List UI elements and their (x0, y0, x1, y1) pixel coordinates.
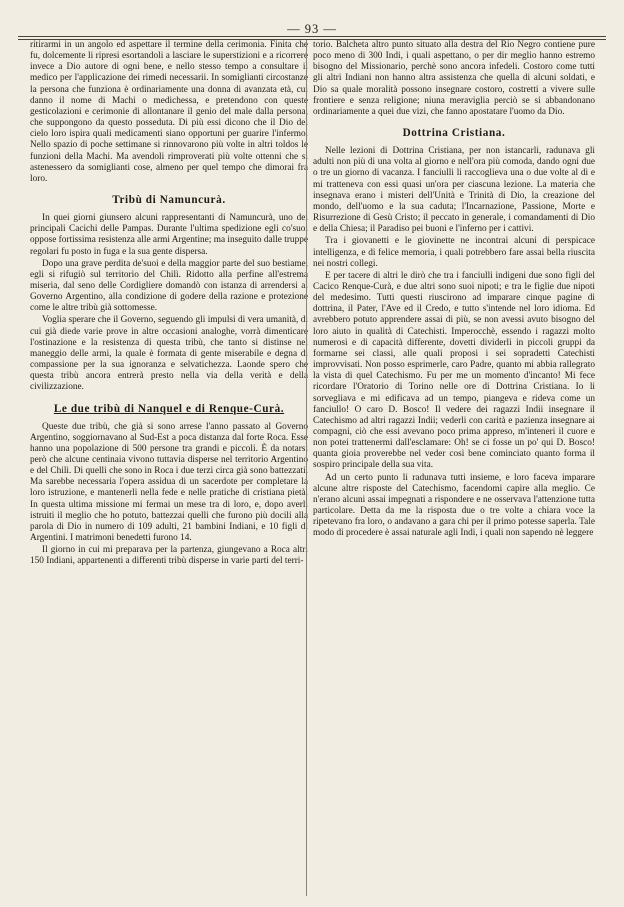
section-heading-nanquel-renque-cura: Le due tribù di Nanquel e di Renque-Curà. (53, 402, 285, 415)
paragraph: Ad un certo punto li radunava tutti insieme, e loro faceva imparare alcune altre risposte del Catechismo, facendomi capire alla meglio. Ce n'erano alcuni assai impegnati a rispondere e ne osservava l'attenzione tutta particolare. Detta da me la risposta due o tre volte a chiara voce la ripetevano fra loro, o andavano a gara chi per il primo potesse saperla. Tale modo di procedere è assai naturale agli Indi, i quali non sapendo nè leggere (313, 472, 595, 539)
right-column (313, 40, 595, 541)
paragraph: torio. Balcheta altro punto situato alla destra del Rio Negro contiene pure poco meno di 300 Indi, i quali aspettano, o per dir meglio hanno estremo bisogno del Missionario, perchè sono ancora infedeli. Costoro come tutti gli altri Indiani non hanno altra assistenza che quella di alcuni soldati, e Dio sa quale moralità possono insegnare costoro, costretti a vivere sulle frontiere e senza religione; niuna meraviglia perciò se si abbandonano ordinariamente a quei due vizi, che fanno apostatare l'uomo da Dio. (313, 40, 595, 117)
paragraph: In quei giorni giunsero alcuni rappresentanti di Namuncurà, uno dei principali Cacichi delle Pampas. Durante l'ultima spedizione egli co'suoi oppose fortissima resistenza alle armi Argentine; ma inseguito dalle truppe regolari fu posto in fuga e la sua gente dispersa. (30, 213, 308, 257)
section-heading-namuncura: Tribù di Namuncurà. (112, 194, 226, 207)
paragraph: Tra i giovanetti e le giovinette ne incontrai alcuni di perspicace intelligenza, e di felice memoria, i quali potrebbero fare assai bella riuscita nei nostri collegi. (313, 236, 595, 269)
section-heading-dottrina-cristiana: Dottrina Cristiana. (402, 127, 506, 140)
paragraph: Queste due tribù, che già si sono arrese l'anno passato al Governo Argentino, soggiornavano al Sud-Est a poca distanza dal forte Roca. Esse hanno una popolazione di 500 persone tra grandi e piccoli. È da notarsi però che alcune centinaia vivono tuttavia disperse nel territorio Argentino e del Chilì. Di quelli che sono in Roca i due terzi circa già sono battezzati. Ma sarebbe necessaria l'opera assidua di un sacerdote per completare la loro istruzione, e mantenerli nella fede e nelle pratiche di cristiana pietà. In questa ultima missione mi fermai un mese tra di loro, e, dopo averli istruiti il meglio che ho potuto, battezzai quelli che furono più docili alla parola di Dio in numero di 109 adulti, 21 bambini Indiani, e 10 figli di Argentini. I matrimoni benedetti furono 14. (30, 421, 308, 544)
paragraph: Dopo una grave perdita de'suoi e della maggior parte del suo bestiame, egli si rifugiò sul territorio del Chilì. Ridotto alla perfine all'estrema miseria, dal seno delle Cordigliere domandò con istanza di arrendersi al Governo Argentino, alla condizione di godere della razione e protezione come le altre tribù già sottomesse. (30, 258, 308, 314)
paragraph: Voglia sperare che il Governo, seguendo gli impulsi di vera umanità, di cui già diede varie prove in altre occasioni analoghe, vorrà dimenticare l'ostinazione e la resistenza di questa tribù, che tanto si distinse nel maneggio delle armi, la quale è formata di gente miserabile e degna di compassione per la sua ignoranza e selvatichezza. Laonde spero che questa tribù ancora entrerà presto nella via della verità e della civilizzazione. (30, 315, 308, 393)
paragraph: ritirarmi in un angolo ed aspettare il termine della cerimonia. Finita che fu, dolcemente li ripresi esortandoli a lasciare le superstizioni e a ricorrere invece a Dio autore di ogni bene, e nello stesso tempo a consultare il medico per l'applicazione dei rimedi necessarii. In somiglianti circostanze la persona che funziona è ordinariamente una donna di avanzata età, cui danno il nome di Machi o medichessa, e pretendono con queste gesticolazioni e cerimonie di allontanare il genio del male dalla persona, che suppongono da questo posseduta. Di più essi dicono che il Dio del cielo loro ispira quali medicamenti siano opportuni per guarire l'infermo. Nello spazio di poche settimane si rinnovarono più volte in altri toldos le funzioni della Machi. Ma avendoli rimproverati più volte ottenni che si astenessero da somiglianti cose, almeno per quel tempo che dimorai fra loro. (30, 40, 308, 184)
header-rule (18, 36, 606, 37)
page-number: — 93 — (287, 22, 337, 36)
column-divider (306, 40, 307, 896)
paragraph: E per tacere di altri le dirò che tra i fanciulli indigeni due sono figli del Cacico Renque-Curà, e due altri sono suoi nipoti; e tra le figlie due nipoti del medesimo. Tutti questi riuscirono ad imparare cinque pagine di dottrina, il Pater, l'Ave ed il Credo, e tutto s'intende nel loro idioma. Ed avrebbero potuto apprendere assai di più, se non avessi avuto bisogno del loro aiuto in qualità di Catechisti. Imperocchè, essendo i ragazzi molto numerosi e di capacità differente, dovetti dividerli in piccoli gruppi da formarne sei classi, alle quali proposi i sei sopradetti Catechisti improvvisati. Non posso esprimerle, caro Padre, quanto mi abbia rallegrato la vista di quel Catechismo. Fu per me un momento d'incanto! Mi fece ricordare l'Oratorio di Torino nelle ore di Dottrina Cristiana. Io li sorvegliava e mi edificava ad un tempo, piangeva e rideva come un fanciullo! O caro D. Bosco! Il vedere dei ragazzi Indii insegnare il Catechismo ad altri ragazzi Indii; vederli con carità e pazienza insegnare ai compagni, ciò che essi avevano poco prima appreso, m'inteneri il cuore e non potei trattenermi dall'esclamare: Oh! se ci fosse un po' qui D. Bosco! quanta gioia proverebbe nel veder così bene cominciato quanto forma il sospiro principale della sua vita. (313, 270, 595, 471)
paragraph: Il giorno in cui mi preparava per la partenza, giungevano a Roca altri 150 Indiani, appartenenti a differenti tribù disperse in varie parti del terri- (30, 545, 308, 567)
left-column (30, 40, 308, 569)
paragraph: Nelle lezioni di Dottrina Cristiana, per non istancarli, radunava gli adulti non più di una volta al giorno e nell'ora più comoda, dando ogni due o tre un giorno di vacanza. I fanciulli li raccoglieva una o due volte al dì e mi tratteneva con essi quasi un'ora per ciascuna lezione. La materia che insegnava erano i misteri dell'Unità e Trinità di Dio, la creazione del mondo, dell'uomo e la sua caduta; l'Incarnazione, Passione, Morte e Risurrezione di Gesù Cristo; il peccato in generale, i comandamenti di Dio e della Chiesa; il Paradiso pei buoni e l'inferno per i cattivi. (313, 146, 595, 235)
